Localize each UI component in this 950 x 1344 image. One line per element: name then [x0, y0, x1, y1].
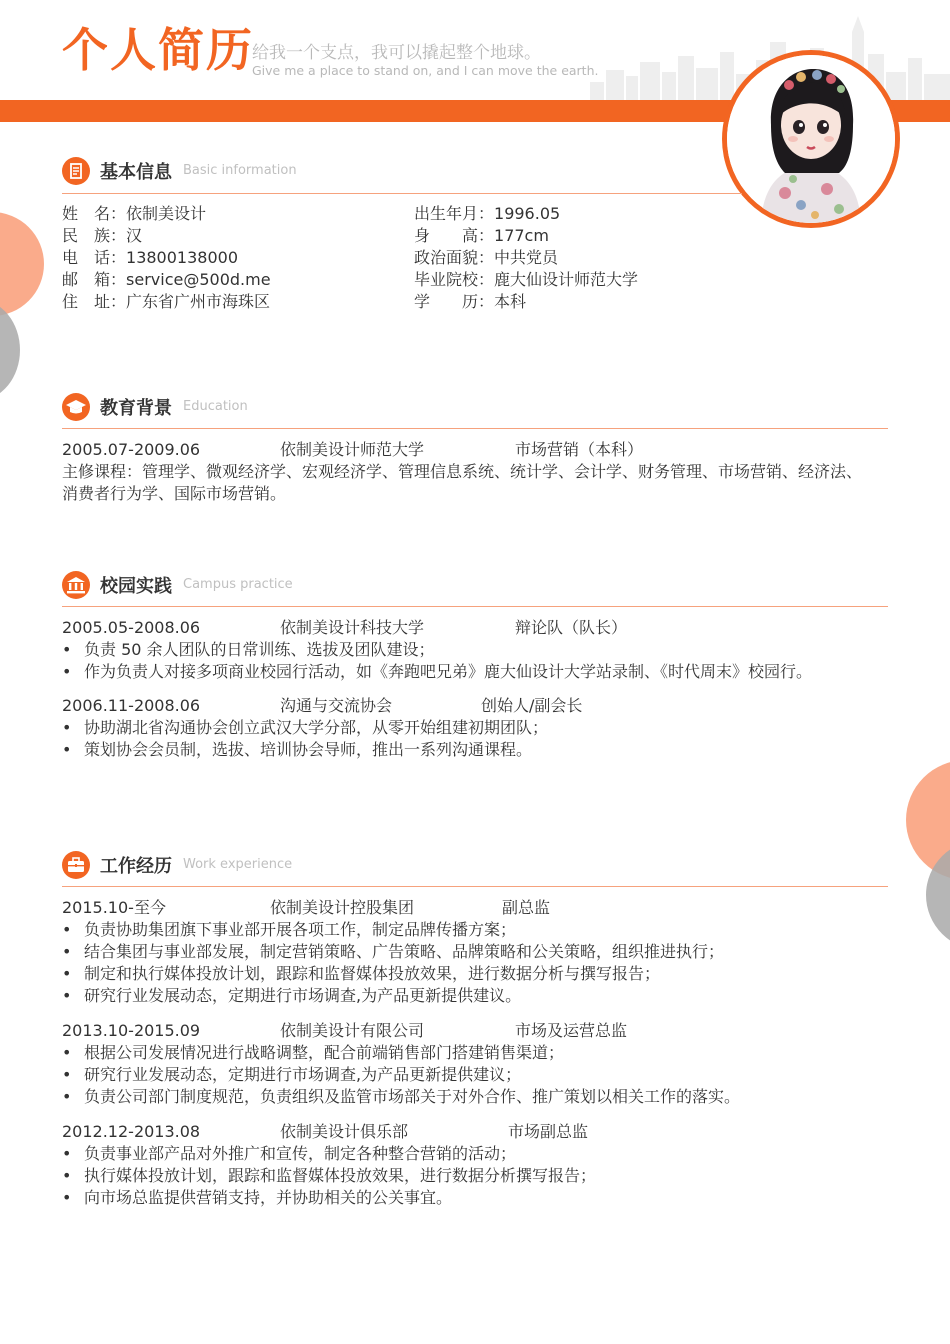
info-row-degree [414, 291, 526, 313]
info-value: 中共党员 [494, 248, 559, 267]
section-title-education: 教育背景 [100, 398, 172, 419]
graduation-cap-icon [62, 393, 90, 421]
info-value: 本科 [494, 292, 527, 311]
section-subtitle-campus: Campus practice [183, 577, 293, 592]
list-item: • 研究行业发展动态，定期进行市场调查,为产品更新提供建议； [84, 1064, 521, 1086]
list-item: • 根据公司发展情况进行战略调整，配合前端销售部门搭建销售渠道； [84, 1042, 564, 1064]
info-label: 住 址： [62, 292, 127, 311]
info-value: 1996.05 [494, 204, 561, 223]
section-subtitle-basic-info: Basic information [183, 163, 297, 178]
info-row-school [414, 269, 638, 291]
document-icon [62, 157, 90, 185]
list-item: • 执行媒体投放计划，跟踪和监督媒体投放效果，进行数据分析撰写报告； [84, 1165, 596, 1187]
work-entry-period: 2015.10-至今 [62, 898, 166, 917]
section-title-work: 工作经历 [100, 856, 172, 877]
section-title-campus: 校园实践 [100, 576, 172, 597]
info-label: 姓 名： [62, 204, 127, 223]
info-label: 邮 箱： [62, 270, 127, 289]
info-row-phone [62, 247, 238, 269]
info-value: 13800138000 [126, 248, 238, 267]
list-item: • 向市场总监提供营销支持，并协助相关的公关事宜。 [84, 1187, 452, 1209]
campus-entry-org: 沟通与交流协会 [280, 696, 393, 715]
education-courses-cont: 消费者行为学、国际市场营销。 [62, 484, 287, 503]
list-item: • 作为负责人对接多项商业校园行活动，如《奔跑吧兄弟》鹿大仙设计大学站录制、《时代周末》校园行。 [84, 661, 812, 683]
list-item: • 制定和执行媒体投放计划，跟踪和监督媒体投放效果，进行数据分析与撰写报告； [84, 963, 660, 985]
list-item: • 负责协助集团旗下事业部开展各项工作，制定品牌传播方案； [84, 919, 516, 941]
info-label: 政治面貌： [414, 248, 495, 267]
info-label: 出生年月： [414, 204, 495, 223]
avatar [727, 55, 895, 223]
decorative-circle-orange-left [0, 212, 44, 316]
work-entry-org: 依制美设计控股集团 [270, 898, 415, 917]
info-row-ethnicity [62, 225, 142, 247]
campus-entry-org: 依制美设计科技大学 [280, 618, 425, 637]
info-label: 电 话： [62, 248, 127, 267]
list-item: • 策划协会会员制，选拔、培训协会导师，推出一系列沟通课程。 [84, 739, 532, 761]
campus-entry-role: 创始人/副会长 [481, 696, 583, 715]
info-value: 依制美设计 [126, 204, 207, 223]
motto-english: Give me a place to stand on, and I can move the earth. [252, 63, 599, 78]
work-entry-org: 依制美设计有限公司 [280, 1021, 425, 1040]
briefcase-icon [62, 851, 90, 879]
info-row-name [62, 203, 206, 225]
campus-entry-role: 辩论队（队长） [515, 618, 628, 637]
section-title-basic-info: 基本信息 [100, 162, 172, 183]
avatar-illustration [727, 55, 895, 223]
list-item: • 研究行业发展动态，定期进行市场调查,为产品更新提供建议。 [84, 985, 521, 1007]
work-entry-org: 依制美设计俱乐部 [280, 1122, 409, 1141]
education-courses: 主修课程：管理学、微观经济学、宏观经济学、管理信息系统、统计学、会计学、财务管理、市场营销、经济法、 [62, 462, 863, 481]
info-row-email [62, 269, 271, 291]
info-row-address [62, 291, 270, 313]
info-value: service@500d.me [126, 270, 271, 289]
info-value: 汉 [126, 226, 143, 245]
info-value: 鹿大仙设计师范大学 [494, 270, 639, 289]
info-label: 民 族： [62, 226, 127, 245]
list-item: • 结合集团与事业部发展，制定营销策略、广告策略、品牌策略和公关策略，组织推进执行； [84, 941, 724, 963]
info-row-political [414, 247, 558, 269]
campus-entry-period: 2006.11-2008.06 [62, 696, 201, 715]
institution-icon [62, 571, 90, 599]
education-period: 2005.07-2009.06 [62, 440, 201, 459]
info-value: 177cm [494, 226, 549, 245]
section-divider [62, 606, 888, 607]
work-entry-role: 市场及运营总监 [515, 1021, 628, 1040]
section-divider [62, 886, 888, 887]
work-entry-period: 2012.12-2013.08 [62, 1122, 201, 1141]
list-item: • 负责事业部产品对外推广和宣传，制定各种整合营销的活动； [84, 1143, 516, 1165]
info-label: 身 高： [414, 226, 495, 245]
section-divider [62, 428, 888, 429]
campus-entry-period: 2005.05-2008.06 [62, 618, 201, 637]
motto-chinese: 给我一个支点，我可以撬起整个地球。 [252, 43, 541, 63]
info-label: 毕业院校： [414, 270, 495, 289]
work-entry-role: 市场副总监 [508, 1122, 589, 1141]
info-label: 学 历： [414, 292, 495, 311]
section-subtitle-work: Work experience [183, 857, 293, 872]
resume-title: 个人简历 [62, 23, 254, 77]
info-row-height [414, 225, 549, 247]
work-entry-period: 2013.10-2015.09 [62, 1021, 201, 1040]
list-item: • 协助湖北省沟通协会创立武汉大学分部，从零开始组建初期团队； [84, 717, 548, 739]
section-subtitle-education: Education [183, 399, 248, 414]
work-entry-role: 副总监 [502, 898, 551, 917]
decorative-circle-gray-left [0, 300, 20, 400]
list-item: • 负责 50 余人团队的日常训练、选拔及团队建设； [84, 639, 435, 661]
info-value: 广东省广州市海珠区 [126, 292, 271, 311]
section-divider [62, 193, 742, 194]
info-row-birth [414, 203, 560, 225]
education-major: 市场营销（本科） [515, 440, 644, 459]
education-school: 依制美设计师范大学 [280, 440, 425, 459]
list-item: • 负责公司部门制度规范，负责组织及监管市场部关于对外合作、推广策划以相关工作的落实。 [84, 1086, 740, 1108]
